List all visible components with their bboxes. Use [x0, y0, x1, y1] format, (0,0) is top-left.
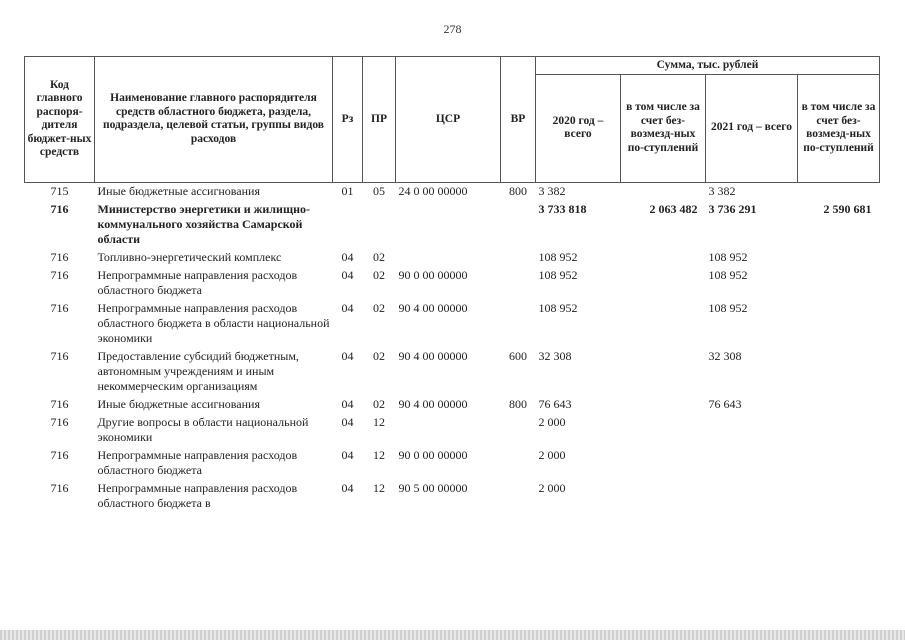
cell-2021-grants: 2 590 681	[823, 201, 872, 216]
cell-2021-total	[706, 447, 798, 480]
cell-rz: 04	[341, 396, 354, 411]
cell-2021-grants	[798, 348, 880, 396]
cell-2020-total: 108 952	[538, 300, 578, 315]
cell-vr: 600	[509, 348, 527, 363]
cell-2021-grants	[798, 480, 880, 513]
header-code: Код главного распоря-дителя бюджет-ных средств	[25, 57, 95, 183]
cell-2020-grants	[621, 267, 706, 300]
cell-name: Непрограммные направления расходов областного бюджета	[97, 447, 298, 477]
cell-2021-total: 108 952	[708, 267, 748, 282]
table-row	[25, 414, 880, 447]
budget-table	[24, 56, 880, 513]
table-row	[25, 480, 880, 513]
table-row	[25, 267, 880, 300]
cell-name: Предоставление субсидий бюджетным, автономным учреждениям и иным некоммерческим организациям	[97, 348, 299, 393]
cell-csr	[396, 414, 501, 447]
header-name: Наименование главного распорядителя средств областного бюджета, раздела, подраздела, целевой статьи, группы видов расходов	[95, 57, 333, 183]
header-pr: ПР	[363, 57, 396, 183]
cell-name: Топливно-энергетический комплекс	[97, 249, 282, 264]
cell-2021-grants	[798, 396, 880, 414]
cell-2021-total: 32 308	[708, 348, 742, 363]
cell-pr: 02	[373, 396, 385, 411]
cell-vr	[501, 201, 536, 249]
cell-csr: 24 0 00 00000	[398, 183, 468, 198]
cell-2021-total: 108 952	[708, 249, 748, 264]
cell-code: 716	[50, 249, 69, 264]
header-2020-total: 2020 год – всего	[536, 74, 621, 182]
cell-2021-total: 3 736 291	[708, 201, 757, 216]
table-row	[25, 396, 880, 414]
header-rz: Рз	[333, 57, 363, 183]
cell-code: 715	[50, 183, 69, 198]
cell-2020-total: 76 643	[538, 396, 572, 411]
cell-csr	[396, 201, 501, 249]
header-row-top	[25, 57, 880, 75]
cell-2021-grants	[798, 267, 880, 300]
table-body	[25, 182, 880, 513]
cell-vr: 800	[509, 396, 527, 411]
table-row	[25, 300, 880, 348]
cell-2020-total: 108 952	[538, 267, 578, 282]
table-row	[25, 249, 880, 267]
cell-2021-total: 3 382	[708, 183, 736, 198]
cell-code: 716	[50, 396, 69, 411]
cell-2020-grants	[621, 300, 706, 348]
cell-name: Непрограммные направления расходов областного бюджета в	[97, 480, 298, 510]
cell-code: 716	[50, 201, 69, 216]
header-sum-group: Сумма, тыс. рублей	[536, 57, 880, 75]
cell-csr: 90 4 00 00000	[398, 300, 468, 315]
cell-rz: 04	[341, 249, 354, 264]
table-row	[25, 182, 880, 201]
cell-2020-total: 2 000	[538, 414, 566, 429]
cell-2021-grants	[798, 414, 880, 447]
cell-2020-grants	[621, 249, 706, 267]
cell-2020-grants	[621, 447, 706, 480]
cell-rz: 04	[341, 267, 354, 282]
cell-csr: 90 5 00 00000	[398, 480, 468, 495]
cell-vr: 800	[509, 183, 527, 198]
cell-rz: 04	[341, 300, 354, 315]
cell-name: Другие вопросы в области национальной экономики	[97, 414, 309, 444]
page-number: 278	[443, 22, 462, 36]
cell-name: Иные бюджетные ассигнования	[97, 183, 260, 198]
cell-pr: 02	[373, 300, 385, 315]
cell-pr: 12	[373, 414, 385, 429]
cell-2020-total: 2 000	[538, 447, 566, 462]
cell-pr: 12	[373, 447, 385, 462]
cell-2021-grants	[798, 182, 880, 201]
cell-pr: 02	[373, 249, 385, 264]
cell-2020-grants	[621, 182, 706, 201]
header-vr: ВР	[501, 57, 536, 183]
cell-rz: 01	[341, 183, 354, 198]
cell-code: 716	[50, 414, 69, 429]
cell-2021-grants	[798, 300, 880, 348]
cell-csr: 90 4 00 00000	[398, 348, 468, 363]
cell-2021-grants	[798, 447, 880, 480]
cell-vr	[501, 300, 536, 348]
cell-vr	[501, 480, 536, 513]
cell-2020-total: 32 308	[538, 348, 572, 363]
cell-pr: 02	[373, 267, 385, 282]
cell-vr	[501, 249, 536, 267]
header-csr: ЦСР	[396, 57, 501, 183]
cell-2020-grants	[621, 480, 706, 513]
header-2021-grants: в том числе за счет без-возмезд-ных по-ступлений	[798, 74, 880, 182]
cell-code: 716	[50, 447, 69, 462]
cell-pr: 05	[373, 183, 385, 198]
cell-vr	[501, 447, 536, 480]
cell-name: Непрограммные направления расходов областного бюджета в области национальной экономики	[97, 300, 330, 345]
cell-vr	[501, 414, 536, 447]
cell-rz: 04	[341, 348, 354, 363]
cell-pr: 02	[373, 348, 385, 363]
table-row	[25, 201, 880, 249]
cell-2020-total: 3 382	[538, 183, 566, 198]
cell-rz: 04	[341, 480, 354, 495]
cell-2020-total: 3 733 818	[538, 201, 587, 216]
cell-2021-total	[706, 414, 798, 447]
cell-csr: 90 4 00 00000	[398, 396, 468, 411]
cell-2020-total: 2 000	[538, 480, 566, 495]
cell-code: 716	[50, 300, 69, 315]
cell-name: Иные бюджетные ассигнования	[97, 396, 260, 411]
cell-name: Министерство энергетики и жилищно-коммунального хозяйства Самарской области	[97, 201, 310, 246]
cell-rz: 04	[341, 414, 354, 429]
cell-2021-total	[706, 480, 798, 513]
cell-2020-grants	[621, 414, 706, 447]
header-2021-total: 2021 год – всего	[706, 74, 798, 182]
cell-2020-grants: 2 063 482	[649, 201, 698, 216]
cell-pr	[363, 201, 396, 249]
cell-2020-total: 108 952	[538, 249, 578, 264]
cell-name: Непрограммные направления расходов областного бюджета	[97, 267, 298, 297]
table-row	[25, 348, 880, 396]
cell-2020-grants	[621, 396, 706, 414]
cell-code: 716	[50, 267, 69, 282]
cell-2021-grants	[798, 249, 880, 267]
cell-vr	[501, 267, 536, 300]
cell-2021-total: 76 643	[708, 396, 742, 411]
cell-code: 716	[50, 348, 69, 363]
cell-csr: 90 0 00 00000	[398, 447, 468, 462]
cell-2020-grants	[621, 348, 706, 396]
scan-edge-strip	[0, 630, 905, 640]
cell-rz	[333, 201, 363, 249]
cell-csr: 90 0 00 00000	[398, 267, 468, 282]
cell-rz: 04	[341, 447, 354, 462]
cell-2021-total: 108 952	[708, 300, 748, 315]
cell-code: 716	[50, 480, 69, 495]
table-row	[25, 447, 880, 480]
cell-csr	[396, 249, 501, 267]
header-2020-grants: в том числе за счет без-возмезд-ных по-ступлений	[621, 74, 706, 182]
cell-pr: 12	[373, 480, 385, 495]
